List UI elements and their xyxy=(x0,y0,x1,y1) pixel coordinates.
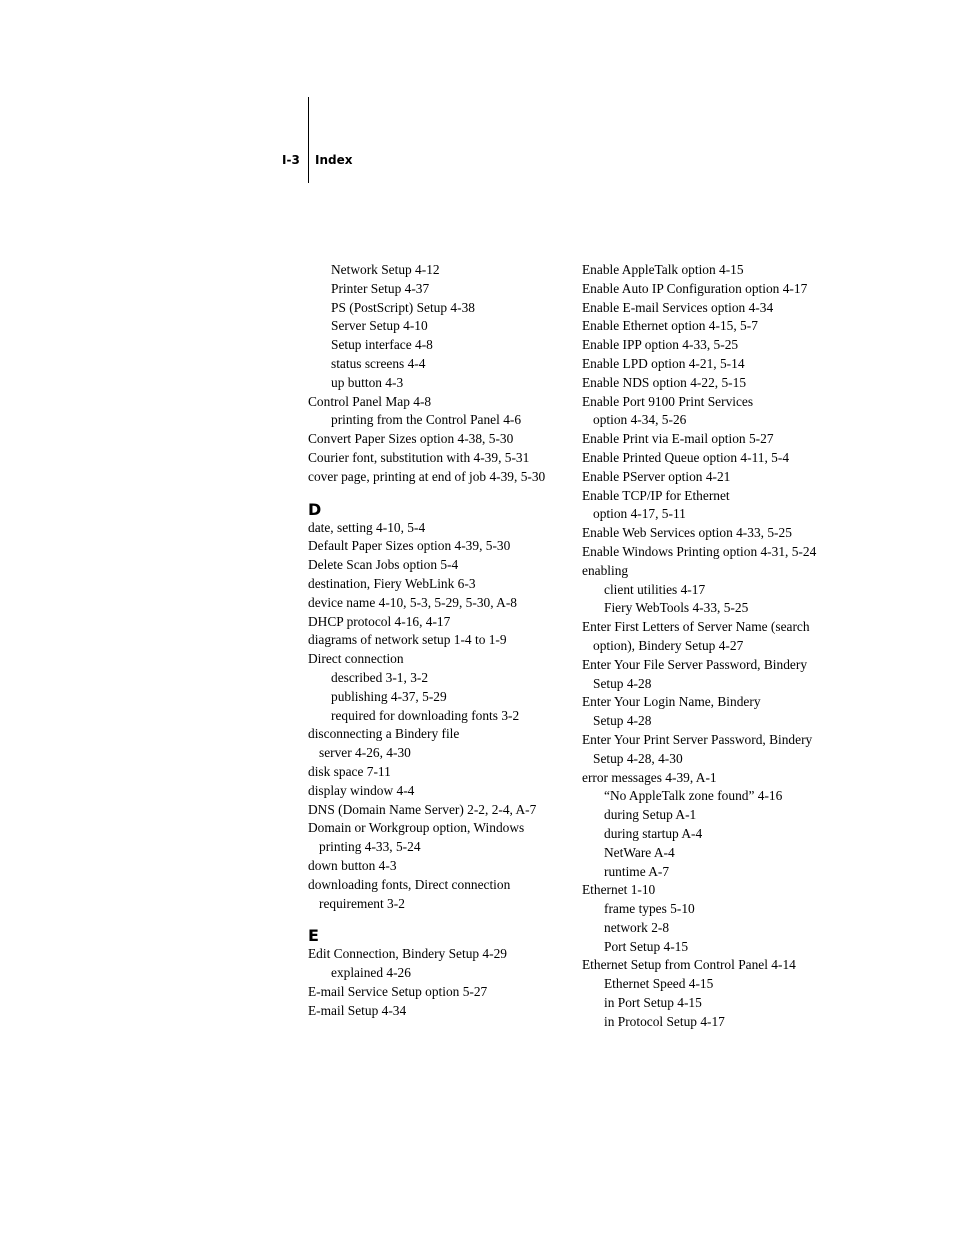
index-entry: Domain or Workgroup option, Windows xyxy=(308,820,525,836)
index-entry: Control Panel Map 4-8 xyxy=(308,393,432,409)
index-subentry: Port Setup 4-15 xyxy=(604,938,689,954)
index-entry-continuation: Setup 4-28, 4-30 xyxy=(593,750,683,766)
index-group-e-continued xyxy=(582,261,850,1032)
index-entry: Enable Port 9100 Print Services xyxy=(582,393,754,409)
index-subentry: explained 4-26 xyxy=(331,965,411,981)
page-title: Index xyxy=(315,153,353,167)
index-subentry: described 3-1, 3-2 xyxy=(331,669,429,685)
index-entry-continuation: Setup 4-28 xyxy=(593,675,652,691)
index-column-left xyxy=(308,261,576,1020)
index-subentry: status screens 4-4 xyxy=(331,355,426,371)
index-subentry: in Port Setup 4-15 xyxy=(604,995,702,1011)
index-group-d xyxy=(308,519,576,914)
index-entry: Enable NDS option 4-22, 5-15 xyxy=(582,374,747,390)
index-subentry: Setup interface 4-8 xyxy=(331,337,433,353)
index-entry: disk space 7-11 xyxy=(308,763,391,779)
index-entry: Direct connection xyxy=(308,651,404,667)
index-entry: display window 4-4 xyxy=(308,782,415,798)
index-entry-continuation: option), Bindery Setup 4-27 xyxy=(593,637,744,653)
index-entry: Enter Your File Server Password, Bindery xyxy=(582,656,808,672)
index-entry-continuation: Setup 4-28 xyxy=(593,713,652,729)
index-subentry: network 2-8 xyxy=(604,919,670,935)
index-subentry: during startup A-4 xyxy=(604,825,703,841)
index-entry: E-mail Setup 4-34 xyxy=(308,1002,407,1018)
index-entry: Enter Your Login Name, Bindery xyxy=(582,694,761,710)
index-subentry: runtime A-7 xyxy=(604,863,670,879)
index-entry: Enable LPD option 4-21, 5-14 xyxy=(582,355,745,371)
index-entry: down button 4-3 xyxy=(308,857,397,873)
index-entry: DHCP protocol 4-16, 4-17 xyxy=(308,613,451,629)
index-entry: enabling xyxy=(582,562,629,578)
index-entry: Enable Web Services option 4-33, 5-25 xyxy=(582,525,792,541)
index-entry-continuation: printing 4-33, 5-24 xyxy=(319,839,421,855)
index-entry-continuation: requirement 3-2 xyxy=(319,895,405,911)
index-entry: Default Paper Sizes option 4-39, 5-30 xyxy=(308,538,511,554)
index-entry: Enable Print via E-mail option 5-27 xyxy=(582,431,774,447)
index-subentry: Server Setup 4-10 xyxy=(331,318,428,334)
index-entry: Enable Auto IP Configuration option 4-17 xyxy=(582,280,808,296)
index-subentry: during Setup A-1 xyxy=(604,807,697,823)
index-entry: downloading fonts, Direct connection xyxy=(308,876,511,892)
index-subentry: required for downloading fonts 3-2 xyxy=(331,707,520,723)
index-entry: Enable AppleTalk option 4-15 xyxy=(582,262,744,277)
index-entry: date, setting 4-10, 5-4 xyxy=(308,519,426,535)
page-number: I-3 xyxy=(282,153,300,167)
index-entry: Enable Windows Printing option 4-31, 5-24 xyxy=(582,543,817,559)
section-heading-d: D xyxy=(308,499,322,519)
index-entry: E-mail Service Setup option 5-27 xyxy=(308,983,488,999)
index-subentry: Printer Setup 4-37 xyxy=(331,280,430,296)
index-entry: DNS (Domain Name Server) 2-2, 2-4, A-7 xyxy=(308,801,537,817)
index-entry: Convert Paper Sizes option 4-38, 5-30 xyxy=(308,431,514,447)
index-entry: device name 4-10, 5-3, 5-29, 5-30, A-8 xyxy=(308,594,517,610)
index-entry: Enable TCP/IP for Ethernet xyxy=(582,487,730,503)
index-entry: Ethernet 1-10 xyxy=(582,882,656,898)
index-entry: Edit Connection, Bindery Setup 4-29 xyxy=(308,946,507,962)
index-subentry: PS (PostScript) Setup 4-38 xyxy=(331,299,475,315)
index-subentry: client utilities 4-17 xyxy=(604,581,706,597)
index-entry: Courier font, substitution with 4-39, 5-31 xyxy=(308,449,530,465)
index-group-e xyxy=(308,945,576,1020)
index-subentry: Network Setup 4-12 xyxy=(331,262,440,277)
index-subentry: frame types 5-10 xyxy=(604,901,695,917)
index-entry-continuation: option 4-34, 5-26 xyxy=(593,412,687,428)
index-entry: Ethernet Setup from Control Panel 4-14 xyxy=(582,957,796,973)
index-entry: diagrams of network setup 1-4 to 1-9 xyxy=(308,632,507,648)
index-subentry: NetWare A-4 xyxy=(604,844,675,860)
index-subentry: printing from the Control Panel 4-6 xyxy=(331,412,522,428)
index-subentry: publishing 4-37, 5-29 xyxy=(331,688,447,704)
index-subentry: Ethernet Speed 4-15 xyxy=(604,976,714,992)
index-entry: Enable IPP option 4-33, 5-25 xyxy=(582,337,739,353)
index-group-c-continued xyxy=(308,261,576,487)
index-entry: Delete Scan Jobs option 5-4 xyxy=(308,557,459,573)
index-entry: Enter Your Print Server Password, Bindery xyxy=(582,731,813,747)
index-entry: Enable E-mail Services option 4-34 xyxy=(582,299,774,315)
index-column-right xyxy=(582,261,850,1032)
index-entry: disconnecting a Bindery file xyxy=(308,726,460,742)
index-entry: destination, Fiery WebLink 6-3 xyxy=(308,575,476,591)
index-entry: Enable Ethernet option 4-15, 5-7 xyxy=(582,318,758,334)
section-heading-e: E xyxy=(308,926,319,946)
index-entry: Enable PServer option 4-21 xyxy=(582,468,731,484)
index-entry-continuation: option 4-17, 5-11 xyxy=(593,506,686,522)
index-subentry: in Protocol Setup 4-17 xyxy=(604,1013,725,1029)
index-entry: Enable Printed Queue option 4-11, 5-4 xyxy=(582,449,790,465)
index-subentry: up button 4-3 xyxy=(331,374,404,390)
index-entry: error messages 4-39, A-1 xyxy=(582,769,717,785)
index-subentry: “No AppleTalk zone found” 4-16 xyxy=(604,788,783,804)
index-entry-continuation: server 4-26, 4-30 xyxy=(319,745,411,761)
index-entry: cover page, printing at end of job 4-39, 5-30 xyxy=(308,468,546,484)
index-entry: Enter First Letters of Server Name (search xyxy=(582,619,810,635)
header-rule xyxy=(308,97,309,183)
index-subentry: Fiery WebTools 4-33, 5-25 xyxy=(604,600,749,616)
